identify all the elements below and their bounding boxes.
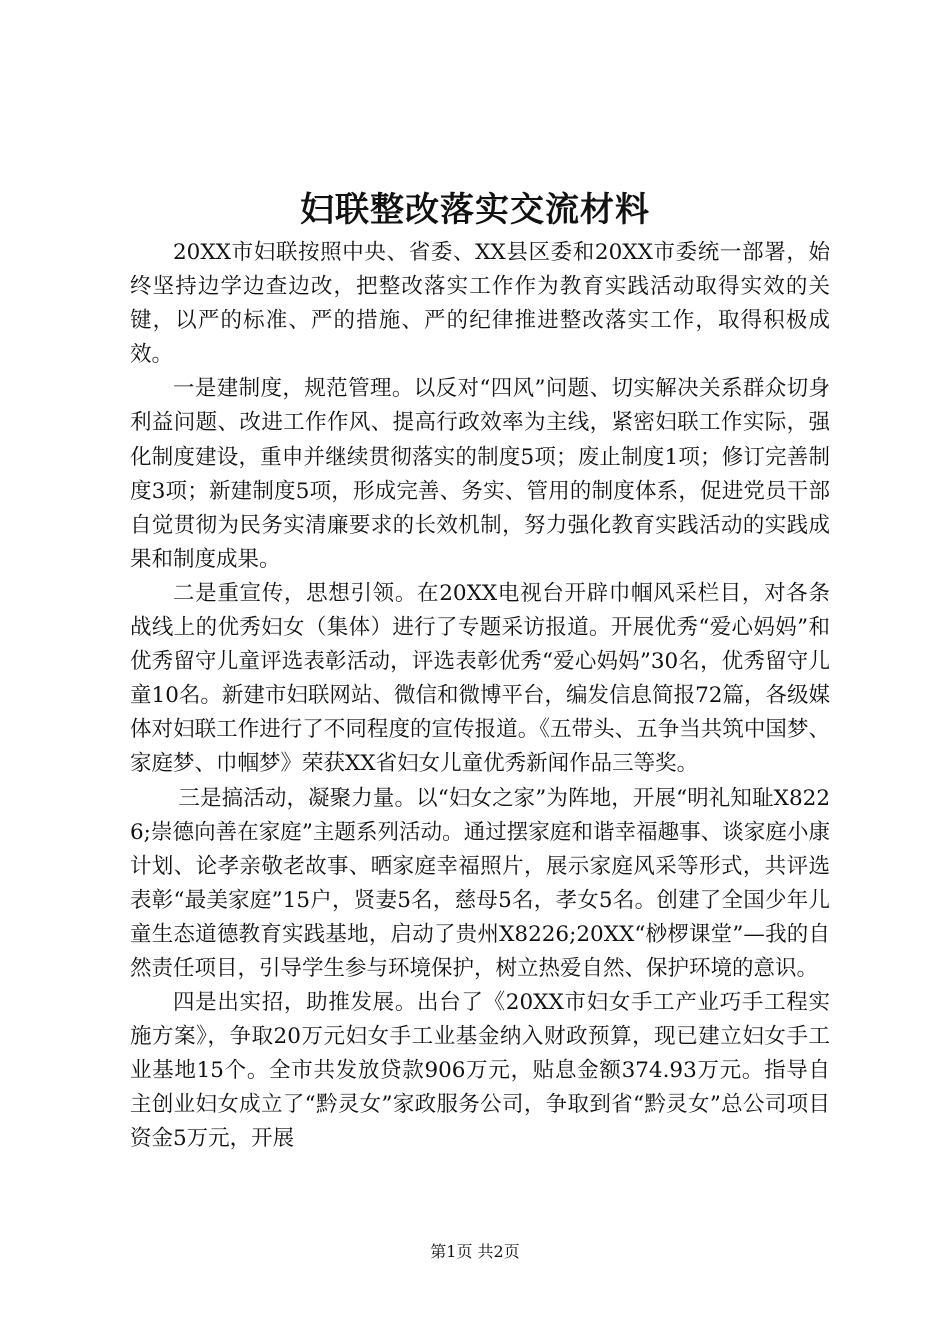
paragraph-intro: 20XX市妇联按照中央、省委、XX县区委和20XX市委统一部署，始终坚持边学边查边改，把整改落实工作作为教育实践活动取得实效的关键，以严的标准、严的措施、严的纪律推进整改落实工作，取得积极成效。 [130, 240, 830, 368]
paragraph-publicity: 二是重宣传，思想引领。在20XX电视台开辟巾帼风采栏目，对各条战线上的优秀妇女（集体）进行了专题采访报道。开展优秀“爱心妈妈”和优秀留守儿童评选表彰活动，评选表彰优秀“爱心妈妈”30名，优秀留守儿童10名。新建市妇联网站、微信和微博平台，编发信息简报72篇，各级媒体对妇联工作进行了不同程度的宣传报道。《五带头、五争当共筑中国梦、家庭梦、巾帼梦》荣获XX省妇女儿童优秀新闻作品三等奖。 [130, 580, 830, 777]
paragraph-activities: 三是搞活动，凝聚力量。以“妇女之家”为阵地，开展“明礼知耻X8226;崇德向善在家庭”主题系列活动。通过摆家庭和谐幸福趣事、谈家庭小康计划、论孝亲敬老故事、晒家庭幸福照片，展示家庭风采等形式，共评选表彰“最美家庭”15户，贤妻5名，慈母5名，孝女5名。创建了全国少年儿童生态道德教育实践基地，启动了贵州X8226;20XX“桫椤课堂”—我的自然责任项目，引导学生参与环境保护，树立热爱自然、保护环境的意识。 [130, 785, 830, 981]
paragraph-system-building: 一是建制度，规范管理。以反对“四风”问题、切实解决关系群众切身利益问题、改进工作作风、提高行政效率为主线，紧密妇联工作实际，强化制度建设，重申并继续贯彻落实的制度5项；废止制度1项；修订完善制度3项；新建制度5项，形成完善、务实、管用的制度体系，促进党员干部自觉贯彻为民务实清廉要求的长效机制，努力强化教育实践活动的实践成果和制度成果。 [130, 376, 830, 572]
page-number-footer: 第1页 共2页 [430, 1242, 520, 1261]
paragraph-development: 四是出实招，助推发展。出台了《20XX市妇女手工产业巧手工程实施方案》，争取20万元妇女手工业基金纳入财政预算，现已建立妇女手工业基地15个。全市共发放贷款906万元，贴息金额374.93万元。指导自主创业妇女成立了“黔灵女”家政服务公司，争取到省“黔灵女”总公司项目资金5万元，开展 [130, 990, 830, 1152]
document-title: 妇联整改落实交流材料 [300, 190, 650, 230]
document-body [130, 236, 830, 1157]
